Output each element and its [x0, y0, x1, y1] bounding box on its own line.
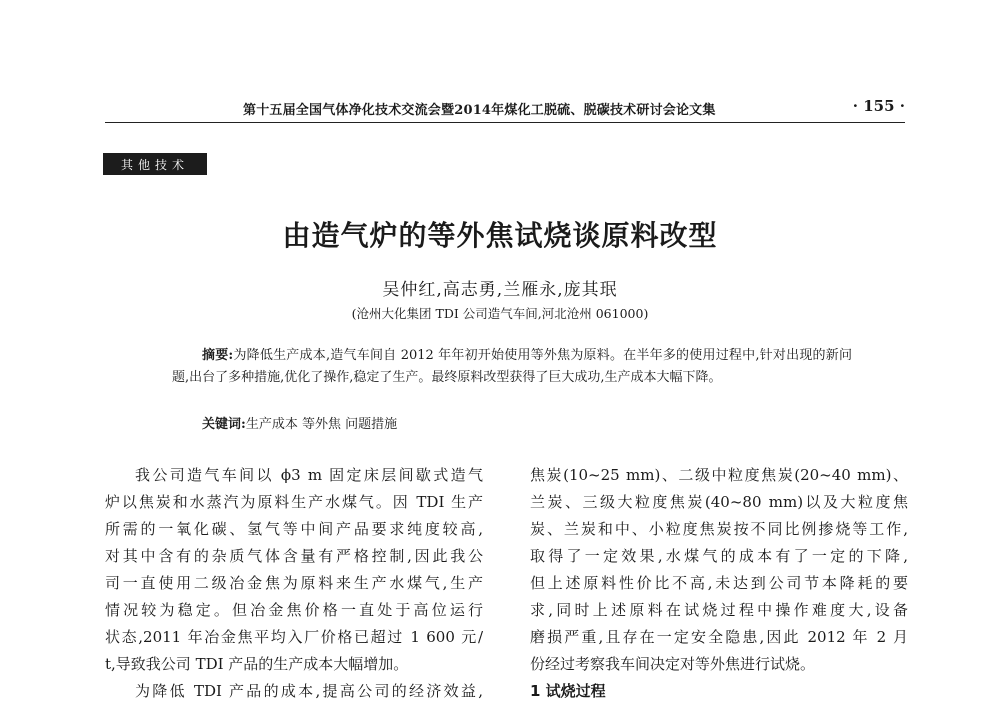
body-column-right — [530, 462, 908, 705]
authors: 吴仲红,高志勇,兰雁永,庞其珉 — [382, 280, 618, 300]
body-column-left — [105, 462, 483, 705]
text-line: 焦炭(10~25 mm)、二级中粒度焦炭(20~40 mm)、 — [530, 466, 908, 484]
text-line: 份经过考察我车间决定对等外焦进行试烧。 — [530, 655, 816, 673]
abstract-text: 为降低生产成本,造气车间自 2012 年年初开始使用等外焦为原料。在半年多的使用过程中,针对出现的新问题,出台了多种措施,优化了操作,稳定了生产。最终原料改型获得了巨大成功,生产成本大幅下降。 — [172, 348, 852, 385]
text-line: 磨损严重,且存在一定安全隐患,因此 2012 年 2 月 — [530, 628, 908, 646]
text-line: 对其中含有的杂质气体含量有严格控制,因此我公 — [105, 547, 483, 565]
affiliation: (沧州大化集团 TDI 公司造气车间,河北沧州 061000) — [351, 306, 649, 321]
journal-title: 第十五届全国气体净化技术交流会暨2014年煤化工脱硫、脱碳技术研讨会论文集 — [243, 103, 716, 118]
article-title: 由造气炉的等外焦试烧谈原料改型 — [282, 219, 718, 252]
text-line: t,导致我公司 TDI 产品的生产成本大幅增加。 — [105, 655, 409, 673]
text-line: 情况较为稳定。但冶金焦价格一直处于高位运行 — [105, 601, 483, 619]
section-heading: 1 试烧过程 — [530, 682, 606, 700]
text-line: 所需的一氧化碳、氢气等中间产品要求纯度较高, — [105, 520, 483, 538]
running-header — [215, 97, 905, 121]
text-line: 取得了一定效果,水煤气的成本有了一定的下降, — [530, 547, 908, 565]
text-line: 求,同时上述原料在试烧过程中操作难度大,设备 — [530, 601, 908, 619]
text-line: 状态,2011 年冶金焦平均入厂价格已超过 1 600 元/ — [105, 628, 483, 646]
text-line: 我公司造气车间以 ϕ3 m 固定床层间歇式造气 — [135, 466, 483, 484]
column-tag: 其他技术 — [103, 153, 207, 175]
text-line: 为降低 TDI 产品的成本,提高公司的经济效益, — [135, 682, 483, 700]
keywords — [202, 414, 842, 436]
text-line: 炉以焦炭和水蒸汽为原料生产水煤气。因 TDI 生产 — [105, 493, 483, 511]
abstract-label: 摘要: — [202, 348, 234, 363]
text-line: 但上述原料性价比不高,未达到公司节本降耗的要 — [530, 574, 908, 592]
keywords-label: 关键词: — [202, 417, 246, 432]
text-line: 兰炭、三级大粒度焦炭(40~80 mm)以及大粒度焦 — [530, 493, 908, 511]
page-number: · 155 · — [852, 97, 905, 115]
abstract — [172, 345, 852, 389]
text-line: 司一直使用二级冶金焦为原料来生产水煤气,生产 — [105, 574, 483, 592]
header-rule — [105, 122, 905, 123]
keywords-text: 生产成本 等外焦 问题措施 — [245, 417, 398, 432]
text-line: 炭、兰炭和中、小粒度焦炭按不同比例掺烧等工作, — [530, 520, 908, 538]
